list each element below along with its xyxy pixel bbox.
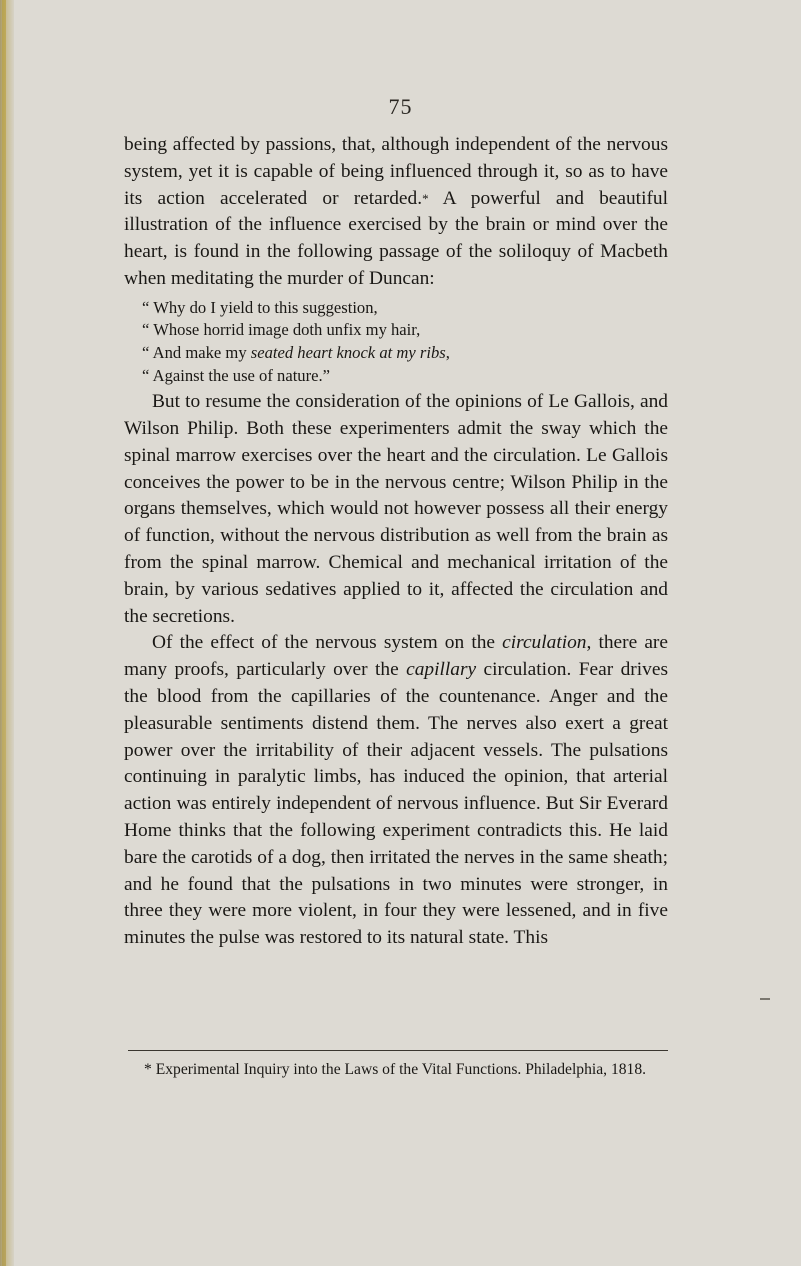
footnote-divider [128,1050,668,1051]
text-run: “ Against the use of nature.” [142,365,331,385]
text-run: But to resume the consideration of the opinions of Le Gallois, and Wilson Philip. Both these experimenters admit the sway which the spinal marrow exercises over the heart and the circulation. Le Gallois conceives the power to be in the nervous centre; Wilson Philip in the organs themselves, which would not however possess all their energy of function, without the nervous distribution as well from the brain as from the spinal marrow. Chemical and mechanical irritation of the brain, by various sedatives applied to it, affected the circulation and the secretions. [124,391,668,627]
footnote-reference: * [422,190,429,206]
text-run: being affected by passions, that, although independent of the nervous system, yet it is capable of being influenced through it, so as to have its action accelerated or retarded. [124,134,668,209]
footnote-text: Experimental Inquiry into the Laws of the Vital Functions. Philadelphia, 1818. [155,1061,647,1078]
footnote [124,1060,668,1080]
paragraph [124,132,668,293]
macbeth-quote [142,297,668,387]
text-run: A powerful and beautiful illustration of the influence exercised by the brain or mind over the heart, is found in the following passage of the soliloquy of Macbeth when meditating the murder of Duncan: [124,187,669,289]
quote-line [142,319,668,342]
italic-text: circulation [502,632,587,654]
binding-edge [0,0,14,1266]
italic-text: capillary [406,659,477,681]
quote-line [142,342,668,365]
paragraph-group-top [124,132,668,293]
italic-text: seated heart knock at my ribs [250,342,446,362]
paragraph [124,630,668,952]
text-run: , [445,342,450,362]
footnote-marker: * [144,1061,152,1078]
paragraph [124,389,668,630]
text-run: , there are many proofs, particularly over the [124,632,668,681]
body-text [124,132,668,952]
quote-line [142,297,668,320]
text-run: “ Whose horrid image doth unfix my hair, [142,320,421,340]
text-run: “ And make my [142,342,251,362]
text-run: circulation. Fear drives the blood from the capillaries of the countenance. Anger and the pleasurable sentiments distend them. The nerves also exert a great power over the irritability of their adjacent vessels. The pulsations continuing in paralytic limbs, has induced the opinion, that arterial action was entirely independent of nervous influence. But Sir Everard Home thinks that the following experiment contradicts this. He laid bare the carotids of a dog, then irritated the nerves in the same sheath; and he found that the pulsations in two minutes were stronger, in three they were more violent, in four they were lessened, and in five minutes the pulse was restored to its natural state. This [124,659,668,949]
quote-line [142,365,668,388]
page-number: 75 [388,94,413,119]
text-run: “ Why do I yield to this suggestion, [142,297,378,317]
text-run: Of the effect of the nervous system on the [152,632,503,654]
paragraph-group-bottom [124,389,668,952]
margin-mark [760,998,770,1000]
